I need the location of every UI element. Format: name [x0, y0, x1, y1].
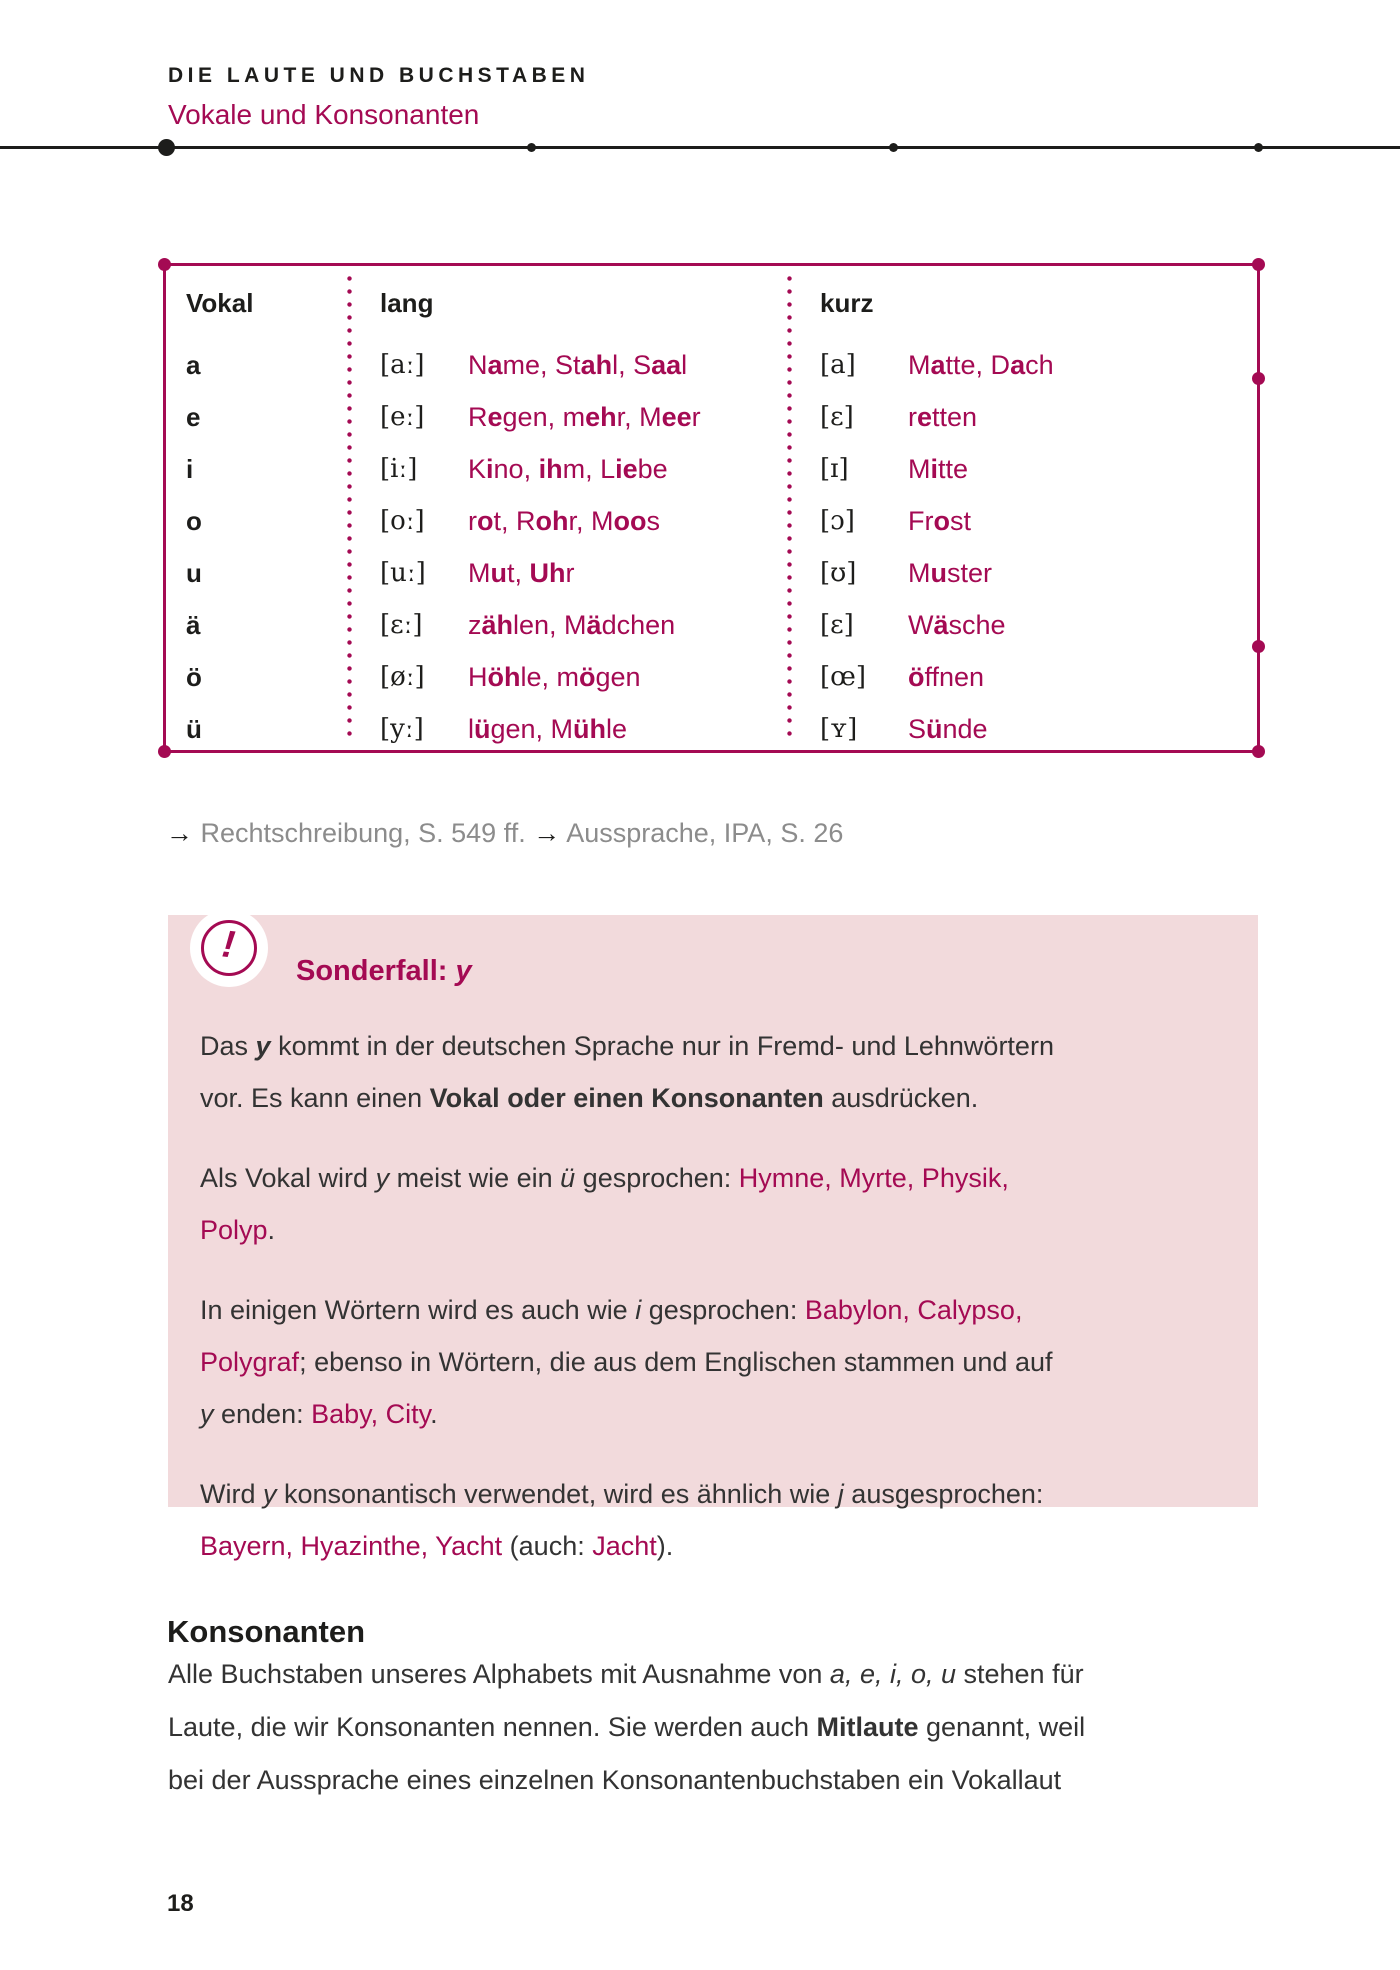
table-edge-dot [1252, 372, 1265, 385]
examples-short: retten [908, 401, 978, 432]
dotted-column-separator [787, 276, 792, 740]
examples-long: Höhle, mögen [468, 661, 641, 692]
vowel-table-row [166, 443, 1257, 495]
vowel-letter: u [186, 557, 202, 588]
divider-dot [527, 143, 536, 152]
column-header-kurz: kurz [820, 287, 874, 318]
ipa-long: [yː] [380, 714, 424, 744]
ipa-long: [iː] [380, 454, 418, 484]
vowel-table-row [166, 495, 1257, 547]
vowel-letter: o [186, 505, 202, 536]
table-corner-dot [158, 258, 171, 271]
exclamation-icon [190, 909, 268, 987]
vowel-letter: ö [186, 661, 202, 692]
examples-short: Mitte [908, 453, 969, 484]
page-number: 18 [167, 1890, 194, 1917]
vowel-table-row [166, 703, 1257, 755]
ipa-short: [a] [820, 350, 856, 380]
exclamation-glyph: ! [219, 922, 237, 967]
examples-short: Sünde [908, 713, 988, 744]
vowel-table-row [166, 651, 1257, 703]
vowel-letter: e [186, 401, 201, 432]
examples-long: zählen, Mädchen [468, 609, 676, 640]
divider-dot [889, 143, 898, 152]
examples-short: Wäsche [908, 609, 1006, 640]
vowel-table-rows [166, 339, 1257, 755]
vowel-table-row [166, 599, 1257, 651]
vowel-letter: ü [186, 713, 202, 744]
examples-long: lügen, Mühle [468, 713, 628, 744]
notice-paragraph: Als Vokal wird y meist wie ein ü gesprochen: Hymne, Myrte, Physik, Polyp. [200, 1163, 1009, 1245]
ipa-long: [aː] [380, 350, 425, 380]
ipa-long: [oː] [380, 506, 425, 536]
vowel-letter: a [186, 349, 201, 380]
notice-paragraph: Wird y konsonantisch verwendet, wird es ähnlich wie j ausgesprochen: Bayern, Hyazinthe, Yacht (auch: Jacht). [200, 1479, 1044, 1561]
vowel-table [163, 263, 1260, 753]
ipa-long: [ɛː] [380, 610, 423, 640]
table-corner-dot [1252, 745, 1265, 758]
table-corner-dot [158, 745, 171, 758]
vowel-letter: i [186, 453, 194, 484]
dotted-column-separator [347, 276, 352, 740]
cross-reference-line: → Rechtschreibung, S. 549 ff. → Aussprache, IPA, S. 26 [166, 818, 844, 848]
examples-long: Regen, mehr, Meer [468, 401, 701, 432]
exclamation-icon-ring [201, 920, 257, 976]
ipa-long: [eː] [380, 402, 425, 432]
examples-long: Mut, Uhr [468, 557, 575, 588]
ipa-short: [ʏ] [820, 714, 858, 744]
examples-short: öffnen [908, 661, 985, 692]
examples-long: rot, Rohr, Moos [468, 505, 661, 536]
column-header-lang: lang [380, 287, 434, 318]
section-subtitle: Vokale und Konsonanten [168, 99, 480, 130]
table-edge-dot [1252, 640, 1265, 653]
vowel-table-header [166, 283, 1257, 323]
ipa-short: [ɛ] [820, 402, 854, 432]
examples-long: Kino, ihm, Liebe [468, 453, 668, 484]
ipa-long: [uː] [380, 558, 426, 588]
divider-dot [158, 139, 175, 156]
vowel-letter: ä [186, 609, 201, 640]
vowel-table-row [166, 391, 1257, 443]
table-corner-dot [1252, 258, 1265, 271]
ipa-short: [ɪ] [820, 454, 849, 484]
ipa-short: [œ] [820, 662, 866, 692]
examples-short: Muster [908, 557, 993, 588]
vowel-table-row [166, 547, 1257, 599]
konsonanten-paragraph: Alle Buchstaben unseres Alphabets mit Ausnahme von a, e, i, o, u stehen für Laute, die wir Konsonanten nennen. Sie werden auch Mitlaute genannt, weil bei der Aussprache eines einzelnen Konsonantenbuchstaben ein Vokallaut [168, 1659, 1086, 1795]
examples-long: Name, Stahl, Saal [468, 349, 688, 380]
ipa-short: [ɛ] [820, 610, 854, 640]
ipa-long: [øː] [380, 662, 425, 692]
header-divider [0, 146, 1400, 149]
vowel-table-row [166, 339, 1257, 391]
konsonanten-heading: Konsonanten [167, 1613, 366, 1649]
ipa-short: [ʊ] [820, 558, 857, 588]
notice-title: Sonderfall: y [296, 955, 472, 987]
notice-paragraph: Das y kommt in der deutschen Sprache nur in Fremd- und Lehnwörtern vor. Es kann einen Vokal oder einen Konsonanten ausdrücken. [200, 1031, 1054, 1113]
chapter-kicker: DIE LAUTE UND BUCHSTABEN [168, 64, 590, 87]
examples-short: Matte, Dach [908, 349, 1054, 380]
column-header-vokal: Vokal [186, 287, 254, 318]
divider-dot [1254, 143, 1263, 152]
special-case-notice-box [168, 915, 1258, 1561]
notice-paragraph: In einigen Wörtern wird es auch wie i gesprochen: Babylon, Calypso, Polygraf; ebenso in Wörtern, die aus dem Englischen stammen und auf y enden: Baby, City. [200, 1295, 1053, 1429]
examples-short: Frost [908, 505, 971, 536]
ipa-short: [ɔ] [820, 506, 855, 536]
